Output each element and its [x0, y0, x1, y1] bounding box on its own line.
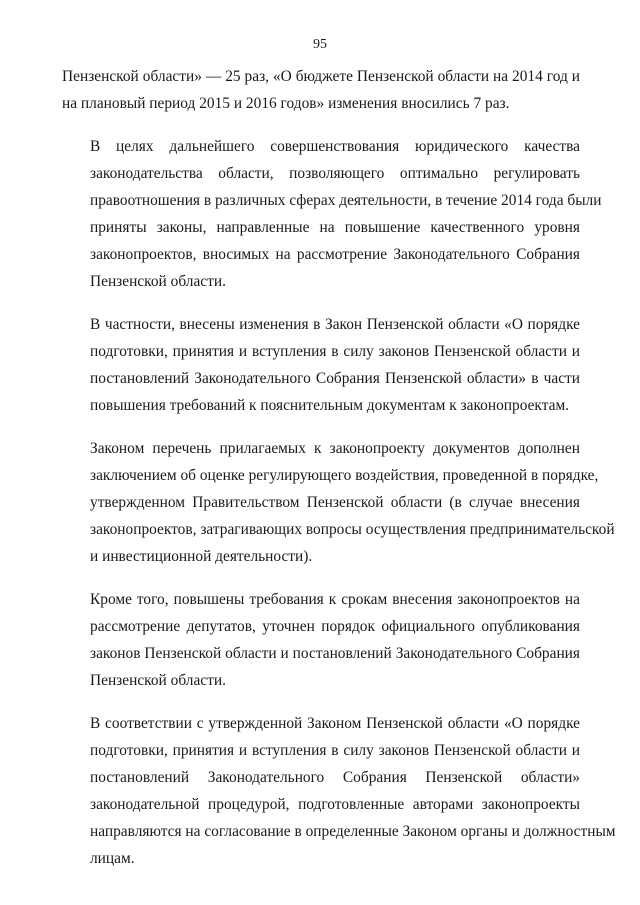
text-line: рассмотрение депутатов, уточнен порядок официального опубликования — [90, 618, 580, 635]
text-line: утвержденном Правительством Пензенской области (в случае внесения — [90, 494, 580, 511]
text-line: направляются на согласование в определенные Законом органы и должностным — [90, 823, 616, 840]
text-line: приняты законы, направленные на повышение качественного уровня — [90, 219, 580, 236]
text-line: постановлений Законодательного Собрания Пензенской области» — [90, 769, 580, 786]
text-line: законопроектов, затрагивающих вопросы осуществления предпринимательской — [90, 521, 615, 538]
text-line: Кроме того, повышены требования к срокам внесения законопроектов на — [90, 591, 580, 608]
paragraph-continued — [62, 63, 580, 117]
text-line: законов Пензенской области и постановлений Законодательного Собрания — [90, 645, 580, 662]
paragraph-procedure — [62, 710, 616, 872]
text-line: законодательства области, позволяющего оптимально регулировать — [90, 165, 580, 182]
paragraph-legal-quality — [62, 133, 602, 295]
text-line: лицам. — [90, 850, 135, 867]
text-line: Законом перечень прилагаемых к законопроекту документов дополнен — [90, 440, 580, 457]
text-line: подготовки, принятия и вступления в силу законов Пензенской области и — [90, 343, 580, 360]
text-line: правоотношения в различных сферах деятельности, в течение 2014 года были — [90, 192, 602, 209]
text-line: В целях дальнейшего совершенствования юридического качества — [90, 138, 580, 155]
text-line: повышения требований к пояснительным документам к законопроектам. — [90, 397, 570, 414]
text-line: законопроектов, вносимых на рассмотрение Законодательного Собрания — [90, 246, 580, 263]
text-line: законодательной процедурой, подготовленные авторами законопроекты — [90, 796, 580, 813]
text-line: подготовки, принятия и вступления в силу законов Пензенской области и — [90, 742, 580, 759]
text-line: Пензенской области. — [90, 273, 226, 290]
page-number: 95 — [313, 37, 327, 52]
text-line: В частности, внесены изменения в Закон Пензенской области «О порядке — [90, 316, 580, 333]
document-body — [62, 63, 616, 888]
text-line: на плановый период 2015 и 2016 годов» изменения вносились 7 раз. — [62, 95, 510, 112]
text-line: Пензенской области» — 25 раз, «О бюджете Пензенской области на 2014 год и — [62, 68, 580, 85]
paragraph-amendments — [62, 311, 580, 419]
paragraph-document-list — [62, 435, 615, 570]
text-line: В соответствии с утвержденной Законом Пензенской области «О порядке — [90, 715, 580, 732]
text-line: Пензенской области. — [90, 672, 226, 689]
text-line: и инвестиционной деятельности). — [90, 548, 313, 565]
text-line: постановлений Законодательного Собрания Пензенской области» в части — [90, 370, 580, 387]
paragraph-deadlines — [62, 586, 580, 694]
text-line: заключением об оценке регулирующего воздействия, проведенной в порядке, — [90, 467, 599, 484]
